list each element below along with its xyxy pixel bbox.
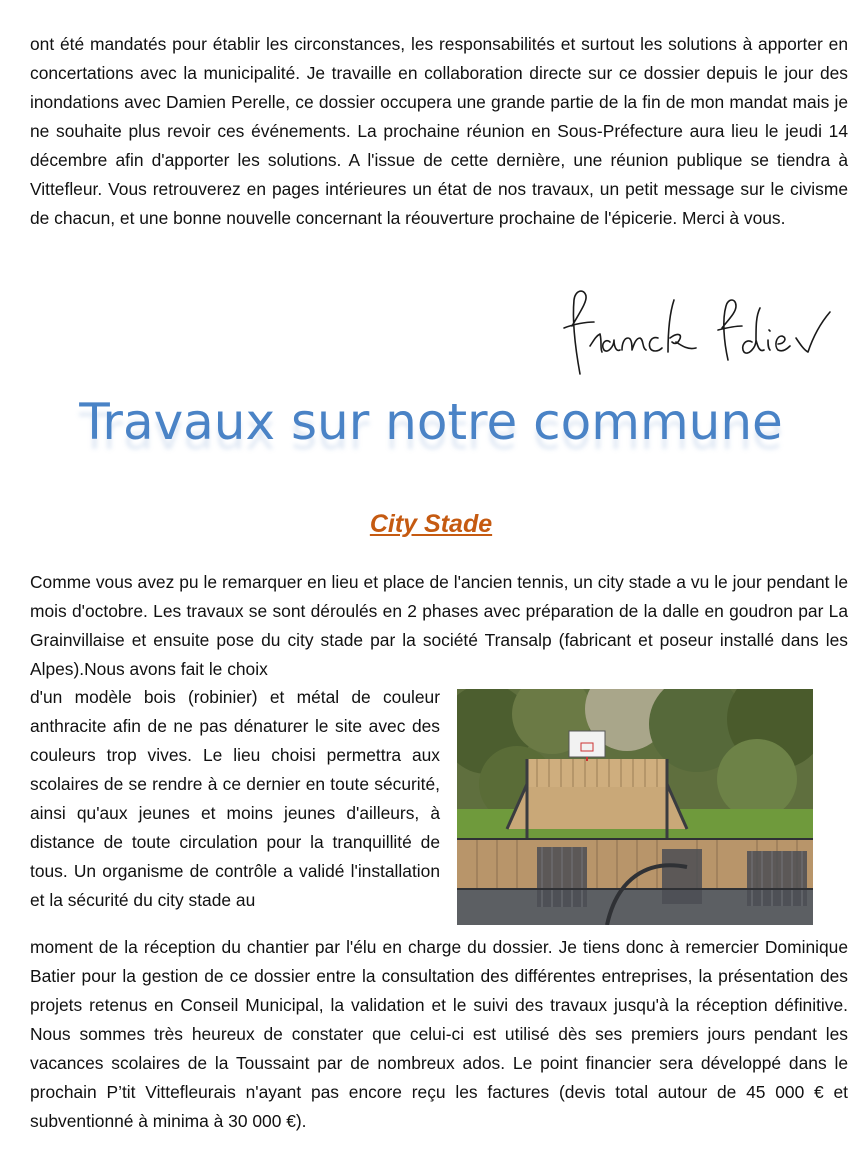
city-stade-photo	[457, 689, 813, 925]
intro-paragraph: ont été mandatés pour établir les circonstances, les responsabilités et surtout les solutions à apporter en concertations avec la municipalité. Je travaille en collaboration directe sur ce dossier depuis le jour des inondations avec Damien Perelle, ce dossier occupera une grande partie de la fin de mon mandat mais je ne souhaite plus revoir ces événements. La prochaine réunion en Sous-Préfecture aura lieu le jeudi 14 décembre afin d'apporter les solutions. A l'issue de cette dernière, une réunion publique se tiendra à Vittefleur. Vous retrouverez en pages intérieures un état de nos travaux, un petit message sur le civisme de chacun, et une bonne nouvelle concernant la réouverture prochaine de l'épicerie. Merci à vous.	[30, 34, 848, 228]
article-title: City Stade	[369, 510, 493, 538]
article-paragraph-1: Comme vous avez pu le remarquer en lieu et place de l'ancien tennis, un city stade a vu le jour pendant le mois d'octobre. Les travaux se sont déroulés en 2 phases avec préparation de la dalle en goudron par La Grainvillaise et ensuite pose du city stade par la société Transalp (fabricant et poseur installé dans les Alpes).Nous avons fait le choix	[30, 572, 848, 679]
article-paragraph-3: moment de la réception du chantier par l'élu en charge du dossier. Je tiens donc à remercier Dominique Batier pour la gestion de ce dossier entre la consultation des différentes entreprises, la présentation des projets retenus en Conseil Municipal, la validation et le suivi des travaux jusqu'à la réception définitive. Nous sommes très heureux de constater que celui-ci est utilisé dès ses premiers jours pendant les vacances scolaires de la Toussaint par de nombreux ados. Le point financier sera développé dans le prochain P’tit Vittefleurais n'ayant pas encore reçu les factures (devis total autour de 45 000 € et subventionné à minima à 30 000 €).	[30, 937, 848, 1131]
handwritten-signature	[550, 282, 850, 382]
section-title: Travaux sur notre commune	[79, 393, 783, 451]
article-paragraph-2: d'un modèle bois (robinier) et métal de couleur anthracite afin de ne pas dénaturer le site avec des couleurs trop vives. Le lieu choisi permettra aux scolaires de se rendre à ce dernier en toute sécurité, ainsi qu'aux jeunes et moins jeunes d'ailleurs, à distance de toute circulation pour la tranquillité de tous. Un organisme de contrôle a validé l'installation et la sécurité du city stade au	[30, 687, 440, 910]
